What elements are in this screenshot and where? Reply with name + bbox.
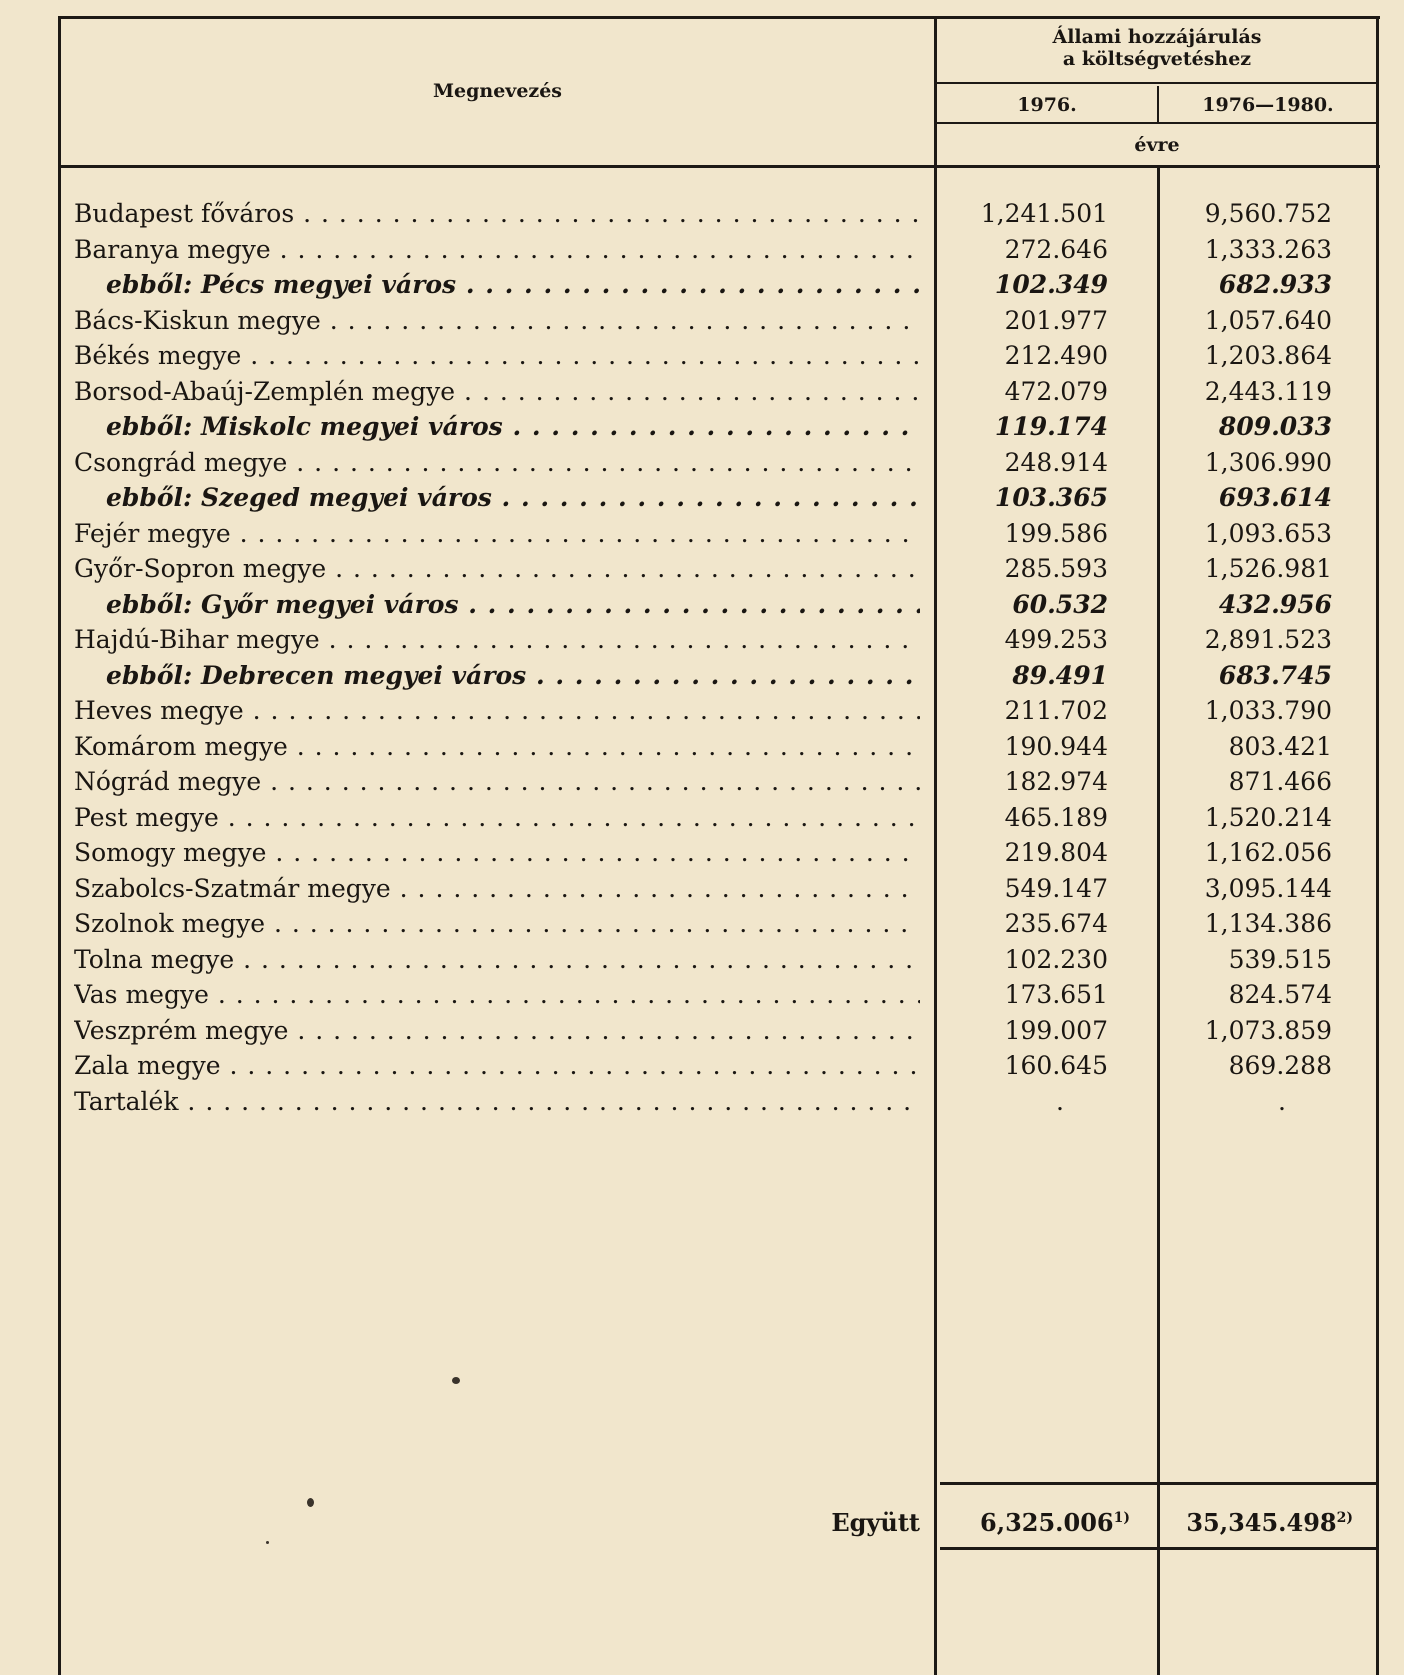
row-label: Baranya megye . . . [74, 232, 920, 267]
row-label: Szabolcs-Szatmár megye . . . [74, 871, 920, 906]
row-label: ebből: Debrecen megyei város . . . [106, 658, 920, 693]
value-1976: 285.593 [1004, 554, 1108, 583]
value-1976-1980: 1,520.214 [1204, 802, 1332, 832]
table-row [0, 800, 1404, 835]
table-row [0, 906, 1404, 941]
row-label: ebből: Szeged megyei város . . . [106, 480, 920, 515]
table-row [0, 1084, 1404, 1119]
value-1976: 472.079 [1004, 376, 1108, 406]
value-1976-1980: . [1278, 1086, 1286, 1116]
row-label: Komárom megye . . . [74, 729, 920, 764]
total-top-rule [940, 1482, 1378, 1485]
value-1976-1980: 432.956 [1218, 589, 1332, 619]
table-row [0, 232, 1404, 267]
table-row [0, 729, 1404, 764]
value-1976: 190.944 [1004, 731, 1108, 761]
value-1976-1980: 1,134.386 [1204, 909, 1332, 938]
table-row [0, 551, 1404, 586]
value-1976: 102.349 [994, 270, 1108, 299]
value-1976: 272.646 [1004, 234, 1108, 264]
group-header-line2: a költségvetéshez [1062, 48, 1252, 70]
scan-speck [266, 1541, 269, 1544]
scan-speck [452, 1377, 460, 1384]
value-1976-1980: 539.515 [1228, 944, 1332, 974]
row-label: Somogy megye . . . [74, 835, 920, 870]
total-label: Együtt [831, 1508, 920, 1537]
row-label: Heves megye . . . [74, 693, 920, 728]
value-1976: 211.702 [1004, 696, 1108, 725]
column-group-header [936, 26, 1378, 70]
row-label: Vas megye . . . [74, 977, 920, 1012]
value-1976-1980: 2,891.523 [1204, 625, 1332, 654]
value-1976-1980: 1,093.653 [1204, 518, 1332, 548]
table-row [0, 196, 1404, 231]
value-1976: 549.147 [1004, 873, 1108, 903]
column-header-name: Megnevezés [432, 80, 562, 102]
row-label: Bács-Kiskun megye . . . [74, 303, 920, 338]
value-1976: 89.491 [1012, 660, 1108, 690]
table-row [0, 587, 1404, 622]
row-label: Nógrád megye . . . [74, 764, 920, 799]
column-header-year-1976: 1976. [1017, 94, 1077, 116]
value-1976: 102.230 [1004, 944, 1108, 974]
value-1976-1980: 1,073.859 [1204, 1015, 1332, 1045]
value-1976: 182.974 [1004, 767, 1108, 796]
header-bottom-border [58, 165, 1380, 168]
value-1976: 60.532 [1012, 589, 1108, 619]
row-label: Borsod-Abaúj-Zemplén megye . . . [74, 374, 920, 409]
value-1976-1980: 1,162.056 [1204, 838, 1332, 867]
value-1976-1980: 1,333.263 [1204, 234, 1332, 264]
value-1976-1980: 1,203.864 [1204, 341, 1332, 370]
row-label: ebből: Miskolc megyei város . . . [106, 409, 920, 444]
value-1976: 212.490 [1004, 341, 1108, 370]
table-row [0, 267, 1404, 302]
value-1976-1980: 9,560.752 [1204, 199, 1332, 228]
column-header-unit: évre [1134, 134, 1180, 156]
value-1976: 173.651 [1004, 980, 1108, 1009]
value-1976: 119.174 [994, 412, 1108, 441]
table-row [0, 1013, 1404, 1048]
total-1976: 6,325.006$^{1)}$ [980, 1508, 1130, 1537]
row-label: Veszprém megye . . . [74, 1013, 920, 1048]
row-label: Pest megye . . . [74, 800, 920, 835]
value-1976-1980: 869.288 [1228, 1051, 1332, 1080]
value-1976-1980: 683.745 [1218, 660, 1332, 690]
value-1976: 219.804 [1004, 838, 1108, 867]
table-row [0, 303, 1404, 338]
value-1976-1980: 1,033.790 [1204, 696, 1332, 725]
table-row [0, 977, 1404, 1012]
table-row [0, 338, 1404, 373]
row-label: Szolnok megye . . . [74, 906, 920, 941]
row-label: ebből: Győr megyei város . . . [106, 587, 920, 622]
value-1976-1980: 682.933 [1218, 270, 1332, 299]
row-label: Budapest főváros . . . [74, 196, 920, 231]
value-1976-1980: 3,095.144 [1204, 873, 1332, 903]
value-1976: . [1056, 1086, 1064, 1116]
table-row [0, 516, 1404, 551]
scan-speck [307, 1498, 314, 1507]
row-label: Tolna megye . . . [74, 942, 920, 977]
value-1976: 199.007 [1004, 1015, 1108, 1045]
table-row [0, 835, 1404, 870]
table-row [0, 764, 1404, 799]
value-1976-1980: 2,443.119 [1204, 376, 1332, 406]
row-label: Zala megye . . . [74, 1048, 920, 1083]
table-row [0, 480, 1404, 515]
value-1976-1980: 1,526.981 [1204, 554, 1332, 583]
table-row [0, 374, 1404, 409]
year-header-rule [936, 122, 1378, 124]
row-label: Győr-Sopron megye . . . [74, 551, 920, 586]
total-1976-1980: 35,345.498$^{2)}$ [1186, 1508, 1353, 1537]
row-label: Fejér megye . . . [74, 516, 920, 551]
value-1976-1980: 871.466 [1228, 767, 1332, 796]
value-1976: 465.189 [1004, 802, 1108, 832]
table-top-border [58, 16, 1380, 19]
column-header-year-1976-1980: 1976—1980. [1202, 94, 1334, 116]
value-1976: 201.977 [1004, 305, 1108, 335]
value-1976-1980: 824.574 [1228, 980, 1332, 1009]
table-row [0, 942, 1404, 977]
table-row [0, 693, 1404, 728]
value-1976: 199.586 [1004, 518, 1108, 548]
table-row [0, 445, 1404, 480]
value-1976: 103.365 [994, 483, 1108, 512]
row-label: Csongrád megye . . . [74, 445, 920, 480]
table-row [0, 409, 1404, 444]
value-1976: 499.253 [1004, 625, 1108, 654]
table-row [0, 1048, 1404, 1083]
total-bottom-rule [940, 1547, 1378, 1550]
value-1976: 235.674 [1004, 909, 1108, 938]
group-header-line1: Állami hozzájárulás [1052, 26, 1262, 48]
group-header-rule [936, 82, 1378, 84]
value-1976-1980: 693.614 [1218, 483, 1332, 512]
table-row [0, 622, 1404, 657]
value-1976-1980: 1,306.990 [1204, 447, 1332, 477]
table-row [0, 658, 1404, 693]
table-row [0, 871, 1404, 906]
value-1976-1980: 809.033 [1218, 412, 1332, 441]
row-label: Hajdú-Bihar megye . . . [74, 622, 920, 657]
row-label: Tartalék . . . [74, 1084, 920, 1119]
value-1976-1980: 1,057.640 [1204, 305, 1332, 335]
value-1976: 160.645 [1004, 1051, 1108, 1080]
value-1976: 1,241.501 [980, 199, 1108, 228]
row-label: Békés megye . . . [74, 338, 920, 373]
value-1976-1980: 803.421 [1228, 731, 1332, 761]
value-1976: 248.914 [1004, 447, 1108, 477]
row-label: ebből: Pécs megyei város . . . [106, 267, 920, 302]
